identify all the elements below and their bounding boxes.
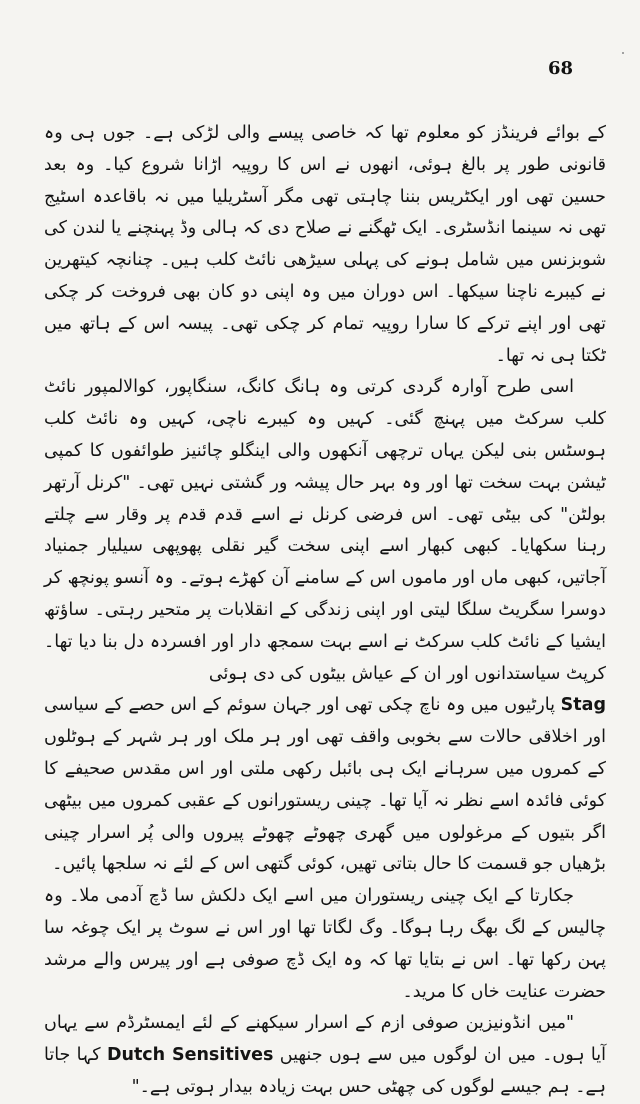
book-text — [44, 118, 606, 1104]
paragraph-4 — [44, 1008, 606, 1103]
paragraph-3: جکارتا کے ایک چینی ریستوران میں اسے ایک دلکش سا ڈچ آدمی ملا۔ وہ چالیس کے لگ بھگ رہا ہوگا۔ وگ لگاتا تھا اور اس نے سوٹ پر ایک چوغہ سا پہن رکھا تھا۔ اس نے بتایا تھا کہ وہ ایک ڈچ صوفی ہے اور پیرس والے مرشد حضرت عنایت خاں کا مرید۔ — [44, 886, 606, 1002]
paragraph-2-continued — [44, 690, 606, 881]
paragraph-1: کے بوائے فرینڈز کو معلوم تھا کہ خاصی پیسے والی لڑکی ہے۔ جوں ہی وہ قانونی طور پر بالغ ہوئی، انھوں نے اس کا روپیہ اڑانا شروع کیا۔ وہ بعد حسین تھی اور ایکٹریس بننا چاہتی تھی مگر آسٹریلیا میں نہ باقاعدہ اسٹیج تھی نہ سینما انڈسٹری۔ ایک ٹھگنے نے صلاح دی کہ ہالی وڈ پہنچنے یا لندن کی شوبزنس میں شامل ہونے کی پہلی سیڑھی نائٹ کلب ہیں۔ چنانچہ کیتھرین نے کیبرے ناچنا سیکھا۔ اس دوران میں وہ اپنی دو کان بھی فروخت کر چکی تھی اور اپنے ترکے کا سارا روپیہ تمام کر چکی تھی۔ پیسہ اس کے ہاتھ میں ٹکتا ہی نہ تھا۔ — [44, 123, 606, 366]
latin-term-dutch-sensitives: Dutch Sensitives — [106, 1045, 274, 1066]
page-number: 68 — [548, 58, 574, 79]
paragraph-2: اسی طرح آوارہ گردی کرتی وہ ہانگ کانگ، سنگاپور، کوالالمپور نائٹ کلب سرکٹ میں پہنچ گئی۔ کہیں وہ کیبرے ناچی، کہیں وہ نائٹ کلب ہوسٹس بنی لیکن یہاں ترچھی آنکھوں والی اینگلو چائنیز طوائفوں کا کمپی ٹیشن بہت سخت تھا اور وہ بہر حال پیشہ ور گشتی نہیں تھی۔ "کرنل آرتھر بولٹن" کی بیٹی تھی۔ اس فرضی کرنل نے اسے قدم قدم پر وقار سے چلتے رہنا سکھایا۔ کبھی کبھار اسے اپنی سخت گیر نقلی پھوپھی سیلیار جمنیاد آجاتیں، کبھی ماں اور ماموں اس کے سامنے آن کھڑے ہوتے۔ وہ آنسو پونچھ کر دوسرا سگریٹ سلگا لیتی اور اپنی زندگی کے انقلابات پر متحیر رہتی۔ ساؤتھ ایشیا کے نائٹ کلب سرکٹ نے اسے بہت سمجھ دار اور افسردہ دل بنا دیا تھا۔ کرپٹ سیاستدانوں اور ان کے عیاش بیٹوں کی دی ہوئی — [44, 377, 606, 684]
latin-term-stag: Stag — [560, 695, 606, 716]
paragraph-2-continued-text: پارٹیوں میں وہ ناچ چکی تھی اور جہان سوئم کے اس حصے کے سیاسی اور اخلاقی حالات سے بخوبی واقف تھی اور ہر ملک اور ہر شہر کے ہوٹلوں کے کمروں میں سرہانے ایک ہی بائبل رکھی ملتی اور اس مقدس صحیفے کا کوئی فائدہ اسے نظر نہ آیا تھا۔ چینی ریستورانوں کے عقبی کمروں میں بیٹھی اگر بتیوں کے مرغولوں میں گھری چھوٹے چھوٹے پیروں والی پُر اسرار چینی بڑھیاں جو قسمت کا حال بتاتی تھیں، کوئی گتھی اس کے لئے نہ سلجھا پائیں۔ — [44, 695, 606, 875]
paragraph-4-text-after: کہا جاتا ہے۔ ہم جیسے لوگوں کی چھٹی حس بہت زیادہ بیدار ہوتی ہے۔" — [44, 1045, 606, 1097]
scan-speck — [622, 52, 624, 54]
paragraph-4-text: "میں انڈونیزین صوفی ازم کے اسرار سیکھنے کے لئے ایمسٹرڈم سے یہاں آیا ہوں۔ میں ان لوگوں میں سے ہوں جنھیں — [44, 1013, 606, 1066]
